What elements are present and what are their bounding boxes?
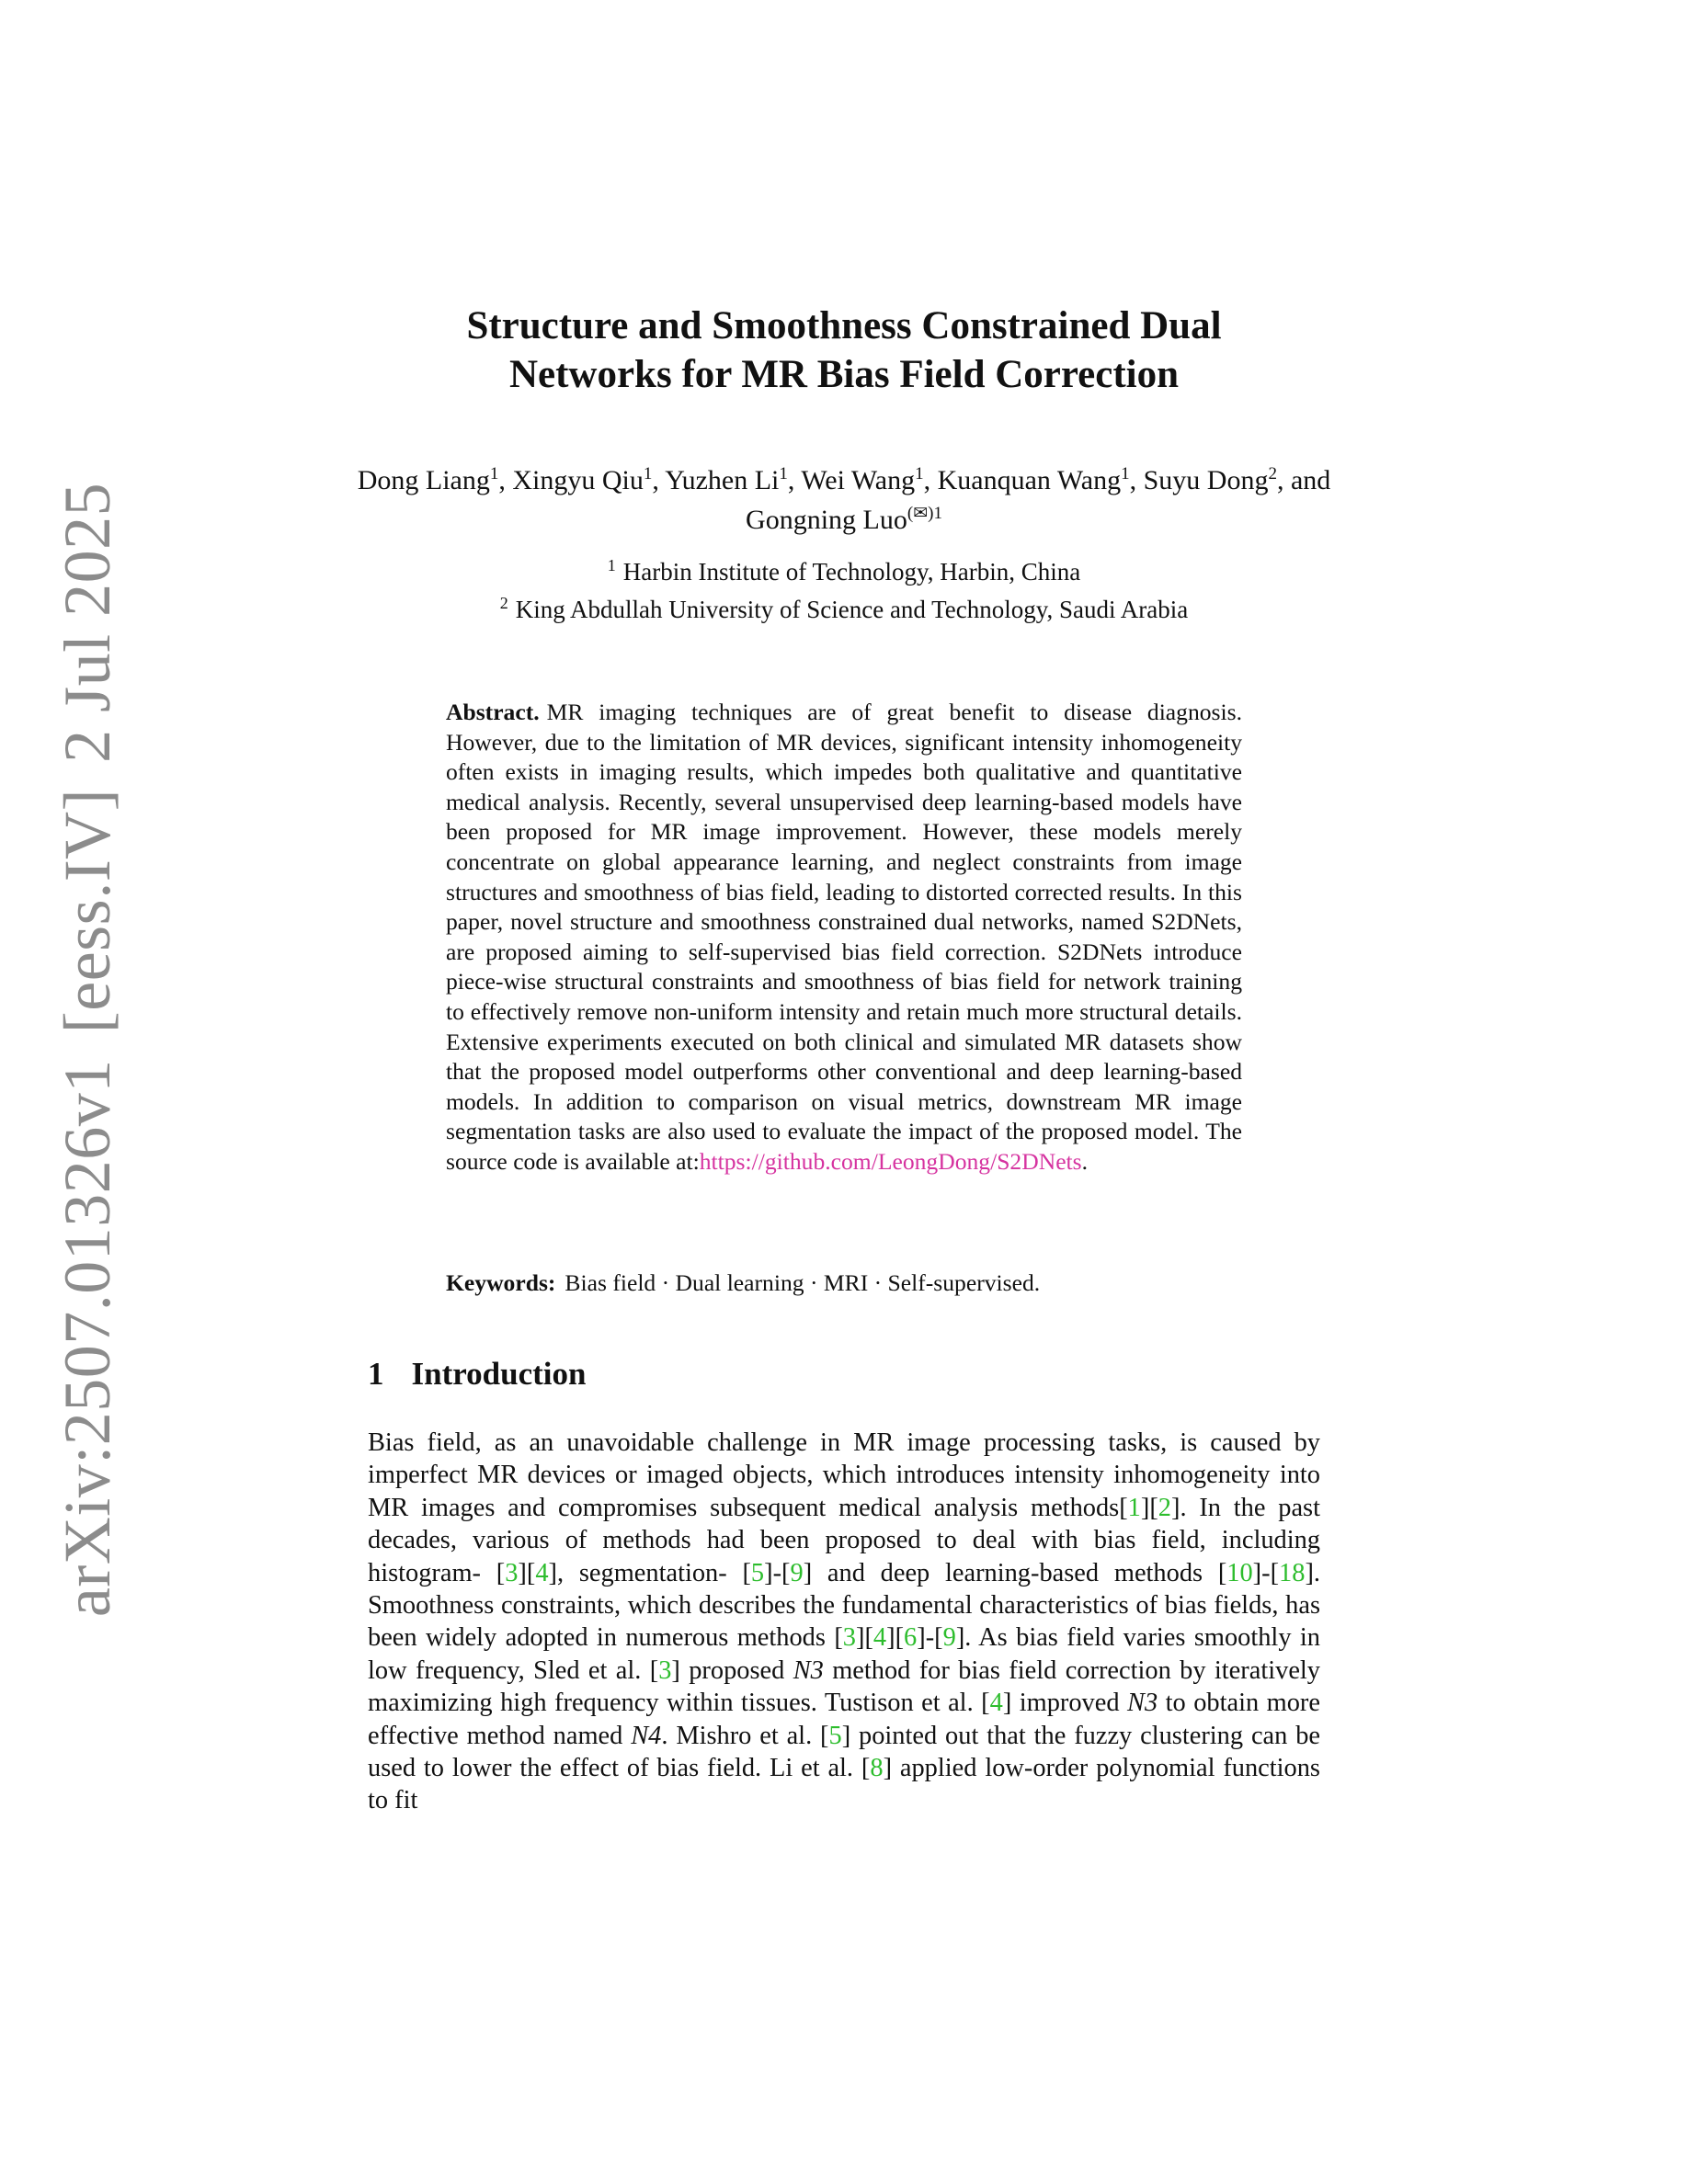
author-list <box>340 458 1348 537</box>
author-separator: , <box>1129 465 1144 495</box>
keywords-text: Bias field · Dual learning · MRI · Self-supervised. <box>565 1269 1041 1296</box>
method-name: N3 <box>1127 1689 1158 1718</box>
citation-link[interactable]: 4 <box>989 1689 1003 1718</box>
author-affiliation-mark: 1 <box>779 464 788 483</box>
citation-link[interactable]: 2 <box>1158 1493 1171 1522</box>
abstract-label: Abstract. <box>446 699 540 725</box>
affiliation-number: 1 <box>607 556 616 574</box>
citation-link[interactable]: 3 <box>658 1655 672 1685</box>
intro-text: ], segmentation- [ <box>548 1558 751 1587</box>
citation-link[interactable]: 9 <box>790 1558 804 1587</box>
author-name: Xingyu Qiu <box>512 465 644 495</box>
arxiv-sidebar-stamp <box>37 482 138 1618</box>
method-name: N4 <box>631 1721 662 1750</box>
introduction-paragraph <box>368 1427 1320 1817</box>
author-name: Suyu Dong <box>1143 465 1269 495</box>
affiliation-text: King Abdullah University of Science and Technology, Saudi Arabia <box>515 596 1189 623</box>
intro-text: ] applied low-order polynomial functions to fit <box>368 1754 1320 1815</box>
author-separator: , and <box>1276 465 1331 495</box>
intro-text: ] proposed <box>671 1655 793 1685</box>
author-separator: , <box>787 465 802 495</box>
intro-text: ][ <box>518 1558 536 1587</box>
keywords <box>446 1268 1242 1298</box>
section-title: Introduction <box>411 1356 587 1392</box>
affiliation <box>368 550 1320 587</box>
author-separator: , <box>498 465 513 495</box>
citation-link[interactable]: 5 <box>828 1721 842 1750</box>
arxiv-date: 2 Jul 2025 <box>50 482 124 763</box>
arxiv-category: [eess.IV] <box>50 788 124 1034</box>
intro-text: ][ <box>1140 1493 1158 1522</box>
citation-link[interactable]: 4 <box>873 1623 887 1653</box>
affiliation-number: 2 <box>499 594 508 612</box>
author-affiliation-mark: 1 <box>1121 464 1130 483</box>
intro-text: method for bias field correction by iteratively maximizing high frequency within tissues. Tustison et al. [ <box>368 1655 1320 1718</box>
title-line-2: Networks for MR Bias Field Correction <box>508 353 1180 396</box>
affiliation-list <box>368 550 1320 625</box>
intro-text: to obtain more effective method named <box>368 1689 1320 1750</box>
title-line-1: Structure and Smoothness Constrained Dual <box>466 304 1222 347</box>
source-code-link[interactable]: https://github.com/LeongDong/S2DNets <box>699 1147 1082 1175</box>
author-separator: , <box>652 465 666 495</box>
author-name: Wei Wang <box>801 465 916 495</box>
author-name: Gongning Luo <box>746 505 907 535</box>
author-affiliation-mark: (✉)1 <box>907 504 942 523</box>
citation-link[interactable]: 5 <box>750 1558 765 1587</box>
author-affiliation-mark: 2 <box>1268 464 1277 483</box>
intro-text: ][ <box>855 1623 873 1653</box>
intro-text: ] improved <box>1002 1689 1128 1718</box>
author-affiliation-mark: 1 <box>915 464 924 483</box>
citation-link[interactable]: 4 <box>535 1558 549 1587</box>
intro-text: Bias field, as an unavoidable challenge in MR image processing tasks, is caused by imperfect MR devices or imaged objects, which introduces intensity inhomogeneity into MR images and compromises subsequent medical analysis methods[ <box>368 1428 1320 1522</box>
citation-link[interactable]: 8 <box>870 1754 884 1783</box>
author-name: Yuzhen Li <box>665 465 780 495</box>
author-affiliation-mark: 1 <box>643 464 653 483</box>
citation-link[interactable]: 18 <box>1279 1558 1306 1587</box>
affiliation-text: Harbin Institute of Technology, Harbin, China <box>622 558 1081 586</box>
citation-link[interactable]: 3 <box>842 1623 856 1653</box>
intro-text: . Mishro et al. [ <box>661 1721 829 1750</box>
section-number: 1 <box>368 1356 384 1392</box>
citation-link[interactable]: 6 <box>904 1623 918 1653</box>
intro-text: ]-[ <box>1252 1558 1280 1587</box>
citation-link[interactable]: 1 <box>1127 1493 1141 1522</box>
method-name: N3 <box>793 1655 824 1685</box>
intro-text: ]. Smoothness constraints, which describes the fundamental characteristics of bias fields, has been widely adopted in numerous methods [ <box>368 1558 1320 1653</box>
intro-text: ] and deep learning-based methods [ <box>803 1558 1227 1587</box>
citation-link[interactable]: 9 <box>942 1623 956 1653</box>
abstract <box>446 698 1242 1177</box>
author-name: Dong Liang <box>357 465 490 495</box>
intro-text: ][ <box>886 1623 905 1653</box>
author-affiliation-mark: 1 <box>489 464 499 483</box>
citation-link[interactable]: 10 <box>1226 1558 1253 1587</box>
intro-text: ] pointed out that the fuzzy clustering can be used to lower the effect of bias field. Li et al. [ <box>368 1721 1321 1783</box>
keywords-label: Keywords: <box>446 1269 556 1296</box>
affiliation <box>368 587 1320 625</box>
intro-text: ]. As bias field varies smoothly in low frequency, Sled et al. [ <box>368 1623 1320 1685</box>
intro-text: ]-[ <box>764 1558 791 1587</box>
intro-text: ]. In the past decades, various of methods had been proposed to deal with bias field, including histogram- [ <box>368 1493 1320 1587</box>
author-separator: , <box>923 465 938 495</box>
paper-title <box>276 301 1412 399</box>
section-heading <box>368 1355 1320 1393</box>
arxiv-id: arXiv:2507.01326v1 <box>50 1059 124 1618</box>
abstract-text: MR imaging techniques are of great benefit to disease diagnosis. However, due to the limitation of MR devices, significant intensity inhomogeneity often exists in imaging results, which impedes both qualitative and quantitative medical analysis. Recently, several unsupervised deep learning-based models have been proposed for MR image improvement. However, these models merely concentrate on global appearance learning, and neglect constraints from image structures and smoothness of bias field, leading to distorted corrected results. In this paper, novel structure and smoothness constrained dual networks, named S2DNets, are proposed aiming to self-supervised bias field correction. S2DNets introduce piece-wise structural constraints and smoothness of bias field for network training to effectively remove non-uniform intensity and retain much more structural details. Extensive experiments executed on both clinical and simulated MR datasets show that the proposed model outperforms other conventional and deep learning-based models. In addition to comparison on visual metrics, downstream MR image segmentation tasks are also used to evaluate the impact of the proposed model. The source code is available at: <box>446 699 1242 1175</box>
abstract-end: . <box>1081 1147 1089 1175</box>
author-name: Kuanquan Wang <box>937 465 1122 495</box>
intro-text: ]-[ <box>917 1623 943 1653</box>
citation-link[interactable]: 3 <box>505 1558 519 1587</box>
